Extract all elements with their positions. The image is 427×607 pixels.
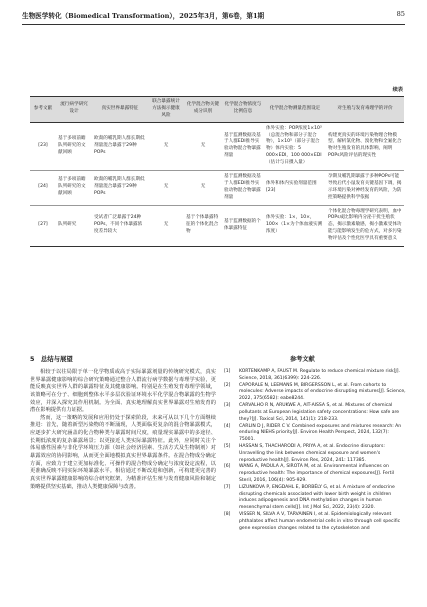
section-body [30,369,216,491]
reference-text: HASSAN S, THACHARODI A, PRIYA A, et al. Endocrine disruptors: Unravelling the link between chemical exposure and women's reproductive health[J]. Environ Res, 2024, 241: 117385. [239,443,385,463]
reference-item [224,403,406,423]
references-title: 参考文献 [290,356,315,363]
table-cell: 基于个体暴露特征的个体化混合物 [184,205,222,246]
reference-item [224,464,406,484]
table-cell: 体外和体内实验剂量范围[23] [264,171,326,206]
table-cell: 基于监测数据及基于人群EDI推导实验动物混合物暴露剂量 [222,122,264,170]
column-header: 化学混合物浓度与比例信息 [222,97,264,123]
reference-number: [3] [224,403,231,409]
data-table [30,96,404,247]
table-cell: 孕期及哺乳期暴露于多种POPs可能导致后代小鼠发育关键基因下调，揭示环境污染对神经发育的风险，为防控策略提供科学依据 [326,171,404,206]
column-header: 参考文献 [30,97,56,123]
column-header: 化学混合物测量范围设定 [264,97,326,123]
table-continued-label: 续表 [392,87,403,93]
table-header-row [30,97,404,123]
table-row [30,171,404,206]
column-header: 真实世界暴露特征 [92,97,148,123]
table-cell: 欧裔的哺乳期人群长期低剂量混合暴露于29种POPs [92,122,148,170]
reference-number: [5] [224,443,231,449]
table-row [30,122,404,170]
reference-text: CARVALHO R N, ARUKWE A, AIT-AISSA S, et al. Mixtures of chemical pollutants at European legislation safety concentrations: How safe are they?[J]. Toxicol Sci, 2014, 141(1): 218-233. [239,403,400,422]
reference-number: [6] [224,464,231,470]
reference-text: CARLIN D J, RIDER C V. Combined exposures and mixtures research: An enduring NIEHS priority[J]. Environ Health Perspect, 2024, 132(7): 75001. [239,423,402,443]
table-cell: [23] [30,122,56,170]
reference-number: [2] [224,382,231,388]
page-number: 85 [396,10,405,18]
table-cell: 受试者广泛暴露于24种POPs，不同个体暴露浓度差异较大 [92,205,148,246]
reference-item [224,485,406,512]
reference-item [224,424,406,444]
reference-item [224,444,406,464]
table-cell: 体外实验：POP浓度1×10³（总混合物和部分子混合物），1×10⁵（部分子混合物）体内实验：5 000×EDI，100 000×EDI（估计与日摄入量） [264,122,326,170]
paragraph: 然而，这一策略的发展和应用仍处于探索阶段，未来可从以下几个方面继续推进：首先，随着新型污染物的不断涌现，人类面临更复杂的混合物暴露模式，应逐步扩大研究涵盖的化合物种类与暴露时间尺度，痕量现实暴露中的多途径、长期低浓度的复杂暴露场景；以更接近人类实际暴露特征。此外，应同时关注个体易感性因素与非化学环境压力源（如社会经济因素、生活方式及生物制剂）对暴露效应的协同影响，从而更全面地模拟真实世界暴露条件。在混合物成分确定方面，应致力于建立更加标准化、可操作的混合物成分确定与浓度设定流程，以更准确反映不同实际环境暴露水平。相信通过不断改进和创新，可构建更完善的真实世界暴露健康影响的综合研究框架，为精准评估生殖与发育健康风险和制定策略提供坚实基础，推动人类健康保障与改善。 [30,414,216,490]
journal-title: 生物医学转化（Biomedical Transformation），2025年3月，第6卷，第1期 [22,12,265,20]
reference-text: KORTENKAMP A, FAUST M. Regulate to reduce chemical mixture risk[J]. Science, 2018, 361(6399): 224-226. [239,369,400,381]
reference-number: [8] [224,512,231,518]
table-cell: 基于监测数据及基于人群EDI推导实验动物混合物暴露剂量 [222,171,264,206]
table-cell: 无 [148,122,184,170]
table-cell: 无 [184,122,222,170]
table-cell: 基于多项前瞻队列研究的文献回顾 [56,171,92,206]
page-header [22,10,405,25]
reference-item [224,383,406,403]
table-cell: 无 [148,171,184,206]
reference-number: [7] [224,484,231,490]
table-cell: 无 [148,205,184,246]
reference-number: [1] [224,369,231,374]
table-cell: 构建更真实的环境污染物理合物模型、解析氯化物、溴化物和全氟化合物对生殖发育的具体影响，阐明POPs风险评估的现实性 [326,122,404,170]
references-list [224,369,406,533]
reference-item [224,512,406,532]
table-cell: 体外实验：1×，10×，100×（1×为个体血液实测浓度） [264,205,326,246]
table-cell: 基于多项前瞻队列研究的文献回顾 [56,122,92,170]
table-cell: [27] [30,205,56,246]
column-header: 联合暴露统计方法揭示健康风险 [148,97,184,123]
column-header: 流行病学研究设计 [56,97,92,123]
table-cell: [24] [30,171,56,206]
reference-text: WANG A, PADULA A, SIROTA M, et al. Environmental influences on reproductive health: The importance of chemical exposures[J]. Fertil Steril, 2016, 106(4): 905-929. [239,464,395,483]
table-cell: 欧裔的哺乳期人群长期低剂量混合暴露于29种POPs [92,171,148,206]
reference-number: [4] [224,423,231,429]
paragraph: 相较于以往局限于单一化学物质或高于实际暴露剂量的传统研究模式，真实世界暴露健康影响的综合研究策略通过整合人群流行病学数据与毒理学实验，更能反映真实世界人群的暴露特征及其健康影响。特别是在生殖发育毒理学领域，该策略可在分子、细胞到整体水平多层次验证环境水平化学混合物暴露的生物学效应，并深入探究其作用机制。为全面、真实地理解真实世界暴露对生殖发育的潜在影响提供有力证据。 [30,369,216,414]
section-title: 5 总结与展望 [30,355,73,363]
table-cell: 基于监测数据的个体暴露特征 [222,205,264,246]
reference-text: VISSER N, SILVA A V, TARVAINEN I, et al. Epidemiologically relevant phthalates affect human endometrial cells in vitro through cell specific gene expression changes related to the cytoskeleton and [239,512,401,531]
column-header: 对生殖与发育毒理学的评价 [326,97,404,123]
table-row [30,205,404,246]
reference-text: CAPORALE N, LEEMANS M, BIRGERSSON L, et al. From cohorts to molecules: Adverse impacts of endocrine disrupting mixtures[J]. Science, 2022, 375(6582): eabe8244. [239,382,406,402]
table-cell: 无 [184,171,222,206]
reference-text: LIZUNKOVA P, ENGDAHL E, BORBÉLY G, et al. A mixture of endocrine disrupting chemicals associated with lower birth weight in children induces adipogenesis and DNA methylation changes in human mesenchymal stem cells[J]. Int J Mol Sci, 2022, 23(4): 2320. [239,484,395,511]
table-cell: 队列研究 [56,205,92,246]
column-header: 化学混合物关键成分识别 [184,97,222,123]
reference-item [224,369,406,383]
table-cell: 个体化混合物毒理学研究表明，血中POPs成比影响内分泌干扰生殖状态，揭示激素敏感，揭小激素受体功能与能影响发生的危方式，对多污染物评估及个性化医学具有重要意义 [326,205,404,246]
